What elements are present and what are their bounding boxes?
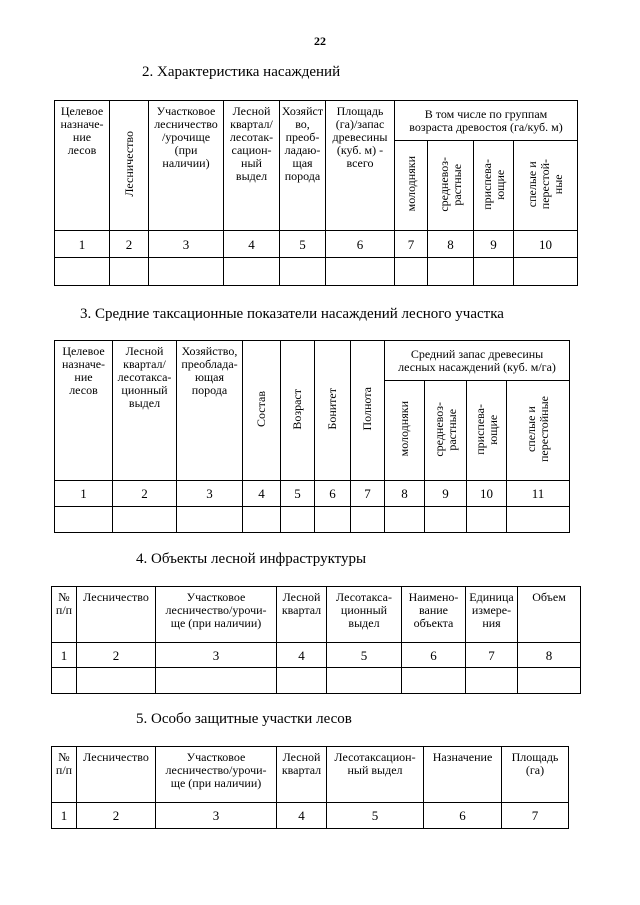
- s2-header-quarter: Лесной квартал/ лесотак- сацион- ный выдел: [224, 101, 280, 231]
- s3-col-number: 4: [243, 481, 281, 507]
- section2-title: 2. Характеристика насаждений: [142, 64, 341, 80]
- s4-col-number: 6: [402, 643, 466, 668]
- s2-col-number: 7: [395, 231, 428, 258]
- s3-col-number: 9: [425, 481, 467, 507]
- s5-col-number: 1: [52, 803, 77, 829]
- s2-header-farming: Хозяйст во, преоб- ладаю- щая порода: [280, 101, 326, 231]
- section4-title: 4. Объекты лесной инфраструктуры: [136, 551, 367, 567]
- s4-col-number: 7: [466, 643, 518, 668]
- s5-col-number: 2: [77, 803, 156, 829]
- table-row: [55, 507, 570, 533]
- s3-col-number: 8: [385, 481, 425, 507]
- s2-header-purpose: Целевое назначе- ние лесов: [55, 101, 110, 231]
- s5-col-number: 4: [277, 803, 327, 829]
- page-number: 22: [314, 34, 326, 48]
- s3-col-number: 2: [113, 481, 177, 507]
- section3-table: [54, 340, 570, 533]
- s3-col-number: 5: [281, 481, 315, 507]
- s4-header-quarter: Лесной квартал: [277, 587, 327, 643]
- s2-sub-middle: средневоз- растные: [428, 141, 474, 231]
- s3-col-number: 10: [467, 481, 507, 507]
- s4-header-forestry: Лесничество: [77, 587, 156, 643]
- s4-col-number: 2: [77, 643, 156, 668]
- s3-header-farming: Хозяйство, преоблада- ющая порода: [177, 341, 243, 481]
- s5-header-purpose: Назначение: [424, 747, 502, 803]
- s4-col-number: 8: [518, 643, 581, 668]
- s3-col-number: 6: [315, 481, 351, 507]
- s5-col-number: 5: [327, 803, 424, 829]
- s2-group-header: В том числе по группам возраста древостоя (га/куб. м): [395, 101, 578, 141]
- s4-header-plot: Лесотакса- ционный выдел: [327, 587, 402, 643]
- s3-sub-middle: средневоз- растные: [425, 381, 467, 481]
- s3-header-density: Полнота: [351, 341, 385, 481]
- s3-header-purpose: Целевое назначе- ние лесов: [55, 341, 113, 481]
- s5-header-area: Площадь (га): [502, 747, 569, 803]
- s3-col-number: 1: [55, 481, 113, 507]
- s2-col-number: 8: [428, 231, 474, 258]
- section2-table: [54, 100, 578, 286]
- table-row: [55, 258, 578, 286]
- s5-header-quarter: Лесной квартал: [277, 747, 327, 803]
- s5-header-district: Участковое лесничество/урочи- ще (при наличии): [156, 747, 277, 803]
- s2-col-number: 10: [514, 231, 578, 258]
- s2-col-number: 4: [224, 231, 280, 258]
- s3-header-age: Возраст: [281, 341, 315, 481]
- s3-col-number: 7: [351, 481, 385, 507]
- s4-header-unit: Единица измере- ния: [466, 587, 518, 643]
- s2-col-number: 6: [326, 231, 395, 258]
- s2-sub-premature: приспева- ющие: [474, 141, 514, 231]
- s3-sub-premature: приспева- ющие: [467, 381, 507, 481]
- s3-col-number: 3: [177, 481, 243, 507]
- s5-col-number: 6: [424, 803, 502, 829]
- s3-col-number: 11: [507, 481, 570, 507]
- s3-sub-young: молодняки: [385, 381, 425, 481]
- s3-header-quarter: Лесной квартал/ лесотакса- ционный выдел: [113, 341, 177, 481]
- s2-header-forestry: Лесничество: [110, 101, 149, 231]
- s5-header-plot: Лесотаксацион- ный выдел: [327, 747, 424, 803]
- s3-header-bonitet: Бонитет: [315, 341, 351, 481]
- s5-header-no: № п/п: [52, 747, 77, 803]
- s2-col-number: 2: [110, 231, 149, 258]
- s4-header-object-name: Наимено- вание объекта: [402, 587, 466, 643]
- s4-col-number: 3: [156, 643, 277, 668]
- s2-col-number: 1: [55, 231, 110, 258]
- s2-col-number: 9: [474, 231, 514, 258]
- s4-col-number: 5: [327, 643, 402, 668]
- s4-header-volume: Объем: [518, 587, 581, 643]
- section5-table: [51, 746, 569, 829]
- s4-col-number: 1: [52, 643, 77, 668]
- section4-table: [51, 586, 581, 694]
- s2-header-area: Площадь (га)/запас древесины (куб. м) - всего: [326, 101, 395, 231]
- s5-header-forestry: Лесничество: [77, 747, 156, 803]
- table-row: [52, 668, 581, 694]
- s4-header-district: Участковое лесничество/урочи- ще (при наличии): [156, 587, 277, 643]
- section5-title: 5. Особо защитные участки лесов: [136, 711, 352, 727]
- s2-sub-young: молодняки: [395, 141, 428, 231]
- s5-col-number: 3: [156, 803, 277, 829]
- s2-sub-mature: спелые и перестой- ные: [514, 141, 578, 231]
- s3-sub-mature: спелые и перестойные: [507, 381, 570, 481]
- section3-title: 3. Средние таксационные показатели насаждений лесного участка: [80, 306, 504, 322]
- s2-col-number: 5: [280, 231, 326, 258]
- s3-header-composition: Состав: [243, 341, 281, 481]
- s2-col-number: 3: [149, 231, 224, 258]
- s2-header-district: Участковое лесничество /урочище (при наличии): [149, 101, 224, 231]
- s4-header-no: № п/п: [52, 587, 77, 643]
- s3-group-header: Средний запас древесины лесных насаждений (куб. м/га): [385, 341, 570, 381]
- s5-col-number: 7: [502, 803, 569, 829]
- s4-col-number: 4: [277, 643, 327, 668]
